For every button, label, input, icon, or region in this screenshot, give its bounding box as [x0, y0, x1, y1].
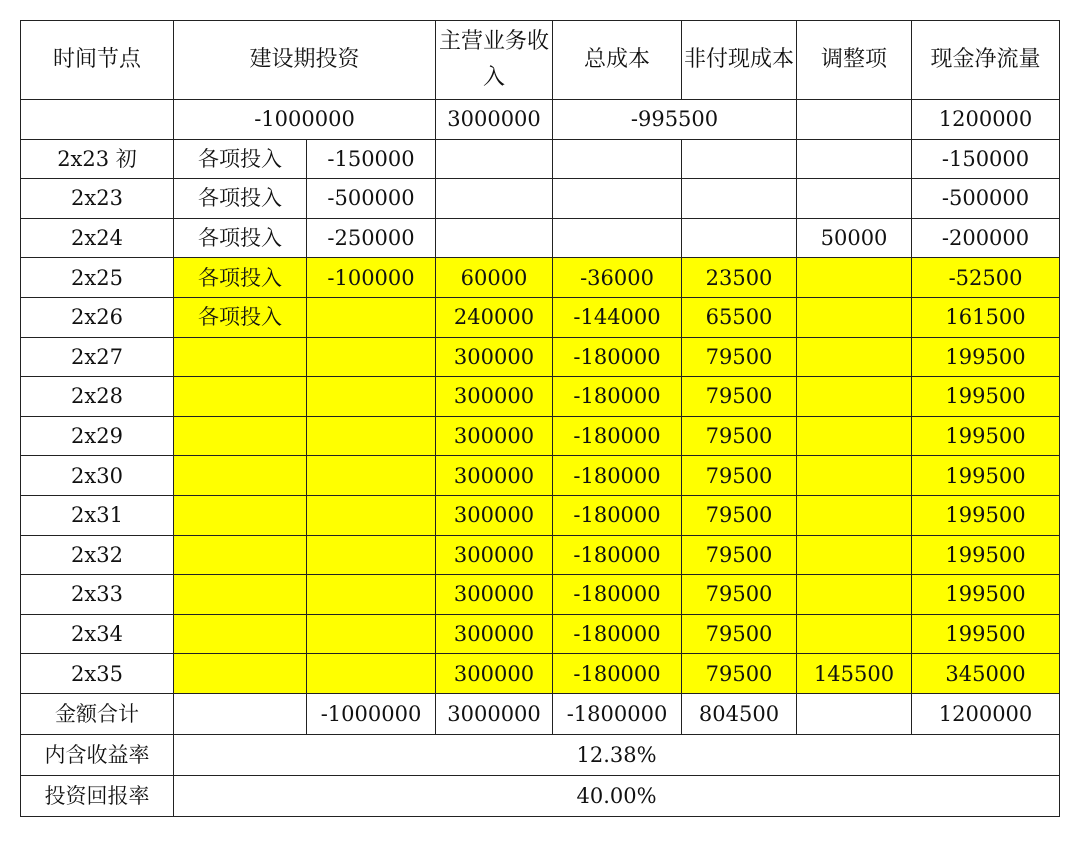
cell-invest: [307, 337, 436, 377]
cell-noncash: 79500: [682, 614, 797, 654]
table-row: [21, 258, 1060, 298]
totals-revenue: 3000000: [436, 693, 553, 734]
cell-net: 161500: [912, 297, 1060, 337]
table-row: [21, 456, 1060, 496]
cell-revenue: 300000: [436, 337, 553, 377]
totals-adjustment: [797, 693, 912, 734]
cell-item: [174, 535, 307, 575]
header-time: 时间节点: [21, 21, 174, 100]
cell-invest: [307, 495, 436, 535]
cell-time: 2x25: [21, 258, 174, 298]
totals-row: [21, 693, 1060, 734]
table-row: [21, 218, 1060, 258]
table-row: [21, 337, 1060, 377]
summary-time: [21, 100, 174, 140]
irr-row: [21, 734, 1060, 775]
cell-time: 2x23 初: [21, 139, 174, 179]
cell-item: [174, 377, 307, 417]
cell-time: 2x28: [21, 377, 174, 417]
cell-time: 2x31: [21, 495, 174, 535]
cell-revenue: 240000: [436, 297, 553, 337]
header-total-cost: 总成本: [553, 21, 682, 100]
cell-net: 199500: [912, 456, 1060, 496]
cell-time: 2x27: [21, 337, 174, 377]
cell-invest: -500000: [307, 179, 436, 219]
header-adjustment: 调整项: [797, 21, 912, 100]
cell-adjust: [797, 535, 912, 575]
cell-noncash: 79500: [682, 535, 797, 575]
cell-net: -500000: [912, 179, 1060, 219]
summary-row: [21, 100, 1060, 140]
cell-noncash: 79500: [682, 495, 797, 535]
cell-cost: -180000: [553, 456, 682, 496]
cell-adjust: [797, 179, 912, 219]
table-row: [21, 575, 1060, 615]
table-row: [21, 377, 1060, 417]
cell-net: -200000: [912, 218, 1060, 258]
cell-invest: -100000: [307, 258, 436, 298]
cell-item: 各项投入: [174, 139, 307, 179]
cell-invest: [307, 416, 436, 456]
cell-revenue: [436, 139, 553, 179]
cell-time: 2x30: [21, 456, 174, 496]
header-non-cash-cost: 非付现成本: [682, 21, 797, 100]
cell-time: 2x29: [21, 416, 174, 456]
cell-adjust: [797, 337, 912, 377]
cell-time: 2x35: [21, 654, 174, 694]
cell-net: -52500: [912, 258, 1060, 298]
table-row: [21, 297, 1060, 337]
cell-invest: [307, 614, 436, 654]
cell-revenue: 300000: [436, 535, 553, 575]
header-construction: 建设期投资: [174, 21, 436, 100]
cell-cost: -144000: [553, 297, 682, 337]
cell-net: 199500: [912, 377, 1060, 417]
cell-invest: [307, 654, 436, 694]
cell-adjust: 145500: [797, 654, 912, 694]
irr-value: 12.38%: [174, 734, 1060, 775]
cell-time: 2x32: [21, 535, 174, 575]
cell-net: 345000: [912, 654, 1060, 694]
table-row: [21, 654, 1060, 694]
cell-net: 199500: [912, 337, 1060, 377]
cell-cost: -180000: [553, 654, 682, 694]
cell-noncash: 79500: [682, 337, 797, 377]
cell-time: 2x24: [21, 218, 174, 258]
cell-revenue: 300000: [436, 575, 553, 615]
cell-adjust: [797, 614, 912, 654]
cash-flow-table: [20, 20, 1060, 817]
cell-adjust: [797, 495, 912, 535]
cash-flow-sheet: [20, 20, 1060, 817]
cell-adjust: [797, 456, 912, 496]
cell-revenue: 60000: [436, 258, 553, 298]
cell-item: [174, 416, 307, 456]
roi-label: 投资回报率: [21, 775, 174, 816]
cell-cost: [553, 218, 682, 258]
cell-item: [174, 614, 307, 654]
cell-cost: [553, 179, 682, 219]
cell-net: 199500: [912, 495, 1060, 535]
cell-invest: -250000: [307, 218, 436, 258]
cell-item: [174, 495, 307, 535]
cell-invest: [307, 377, 436, 417]
cell-item: [174, 654, 307, 694]
summary-construction: -1000000: [174, 100, 436, 140]
totals-net: 1200000: [912, 693, 1060, 734]
cell-cost: -180000: [553, 495, 682, 535]
table-row: [21, 416, 1060, 456]
cell-invest: [307, 456, 436, 496]
cell-noncash: 23500: [682, 258, 797, 298]
cell-revenue: 300000: [436, 416, 553, 456]
cell-revenue: [436, 218, 553, 258]
cell-net: 199500: [912, 614, 1060, 654]
cell-net: -150000: [912, 139, 1060, 179]
cell-adjust: 50000: [797, 218, 912, 258]
summary-cost: -995500: [553, 100, 797, 140]
summary-net: 1200000: [912, 100, 1060, 140]
cell-noncash: [682, 218, 797, 258]
cell-adjust: [797, 258, 912, 298]
cell-net: 199500: [912, 535, 1060, 575]
cell-cost: -180000: [553, 377, 682, 417]
cell-item: 各项投入: [174, 218, 307, 258]
cell-net: 199500: [912, 416, 1060, 456]
cell-adjust: [797, 377, 912, 417]
cell-cost: -180000: [553, 535, 682, 575]
cell-adjust: [797, 139, 912, 179]
table-row: [21, 535, 1060, 575]
cell-cost: -180000: [553, 575, 682, 615]
cell-revenue: [436, 179, 553, 219]
cell-adjust: [797, 416, 912, 456]
totals-invest: -1000000: [307, 693, 436, 734]
cell-noncash: 79500: [682, 456, 797, 496]
cell-time: 2x23: [21, 179, 174, 219]
cell-invest: [307, 535, 436, 575]
cell-adjust: [797, 575, 912, 615]
cell-revenue: 300000: [436, 377, 553, 417]
cell-item: [174, 575, 307, 615]
cell-cost: [553, 139, 682, 179]
cell-cost: -180000: [553, 614, 682, 654]
cell-adjust: [797, 297, 912, 337]
cell-item: 各项投入: [174, 179, 307, 219]
roi-row: [21, 775, 1060, 816]
cell-item: 各项投入: [174, 297, 307, 337]
totals-cost: -1800000: [553, 693, 682, 734]
totals-noncash: 804500: [682, 693, 797, 734]
cell-revenue: 300000: [436, 654, 553, 694]
totals-item: [174, 693, 307, 734]
cell-invest: [307, 297, 436, 337]
cell-net: 199500: [912, 575, 1060, 615]
cell-invest: [307, 575, 436, 615]
totals-label: 金额合计: [21, 693, 174, 734]
cell-cost: -180000: [553, 416, 682, 456]
cell-noncash: 79500: [682, 575, 797, 615]
cell-noncash: [682, 179, 797, 219]
summary-revenue: 3000000: [436, 100, 553, 140]
cell-noncash: 79500: [682, 377, 797, 417]
header-row: [21, 21, 1060, 100]
table-row: [21, 179, 1060, 219]
cell-revenue: 300000: [436, 614, 553, 654]
cell-item: [174, 456, 307, 496]
cell-time: 2x33: [21, 575, 174, 615]
cell-revenue: 300000: [436, 456, 553, 496]
cell-cost: -180000: [553, 337, 682, 377]
cell-revenue: 300000: [436, 495, 553, 535]
table-row: [21, 614, 1060, 654]
header-revenue: 主营业务收入: [436, 21, 553, 100]
roi-value: 40.00%: [174, 775, 1060, 816]
cell-time: 2x34: [21, 614, 174, 654]
table-row: [21, 139, 1060, 179]
cell-noncash: 79500: [682, 416, 797, 456]
cell-item: [174, 337, 307, 377]
cell-noncash: [682, 139, 797, 179]
cell-noncash: 65500: [682, 297, 797, 337]
cell-cost: -36000: [553, 258, 682, 298]
irr-label: 内含收益率: [21, 734, 174, 775]
cell-time: 2x26: [21, 297, 174, 337]
cell-invest: -150000: [307, 139, 436, 179]
cell-item: 各项投入: [174, 258, 307, 298]
header-net-cash-flow: 现金净流量: [912, 21, 1060, 100]
cell-noncash: 79500: [682, 654, 797, 694]
table-row: [21, 495, 1060, 535]
summary-adjustment: [797, 100, 912, 140]
